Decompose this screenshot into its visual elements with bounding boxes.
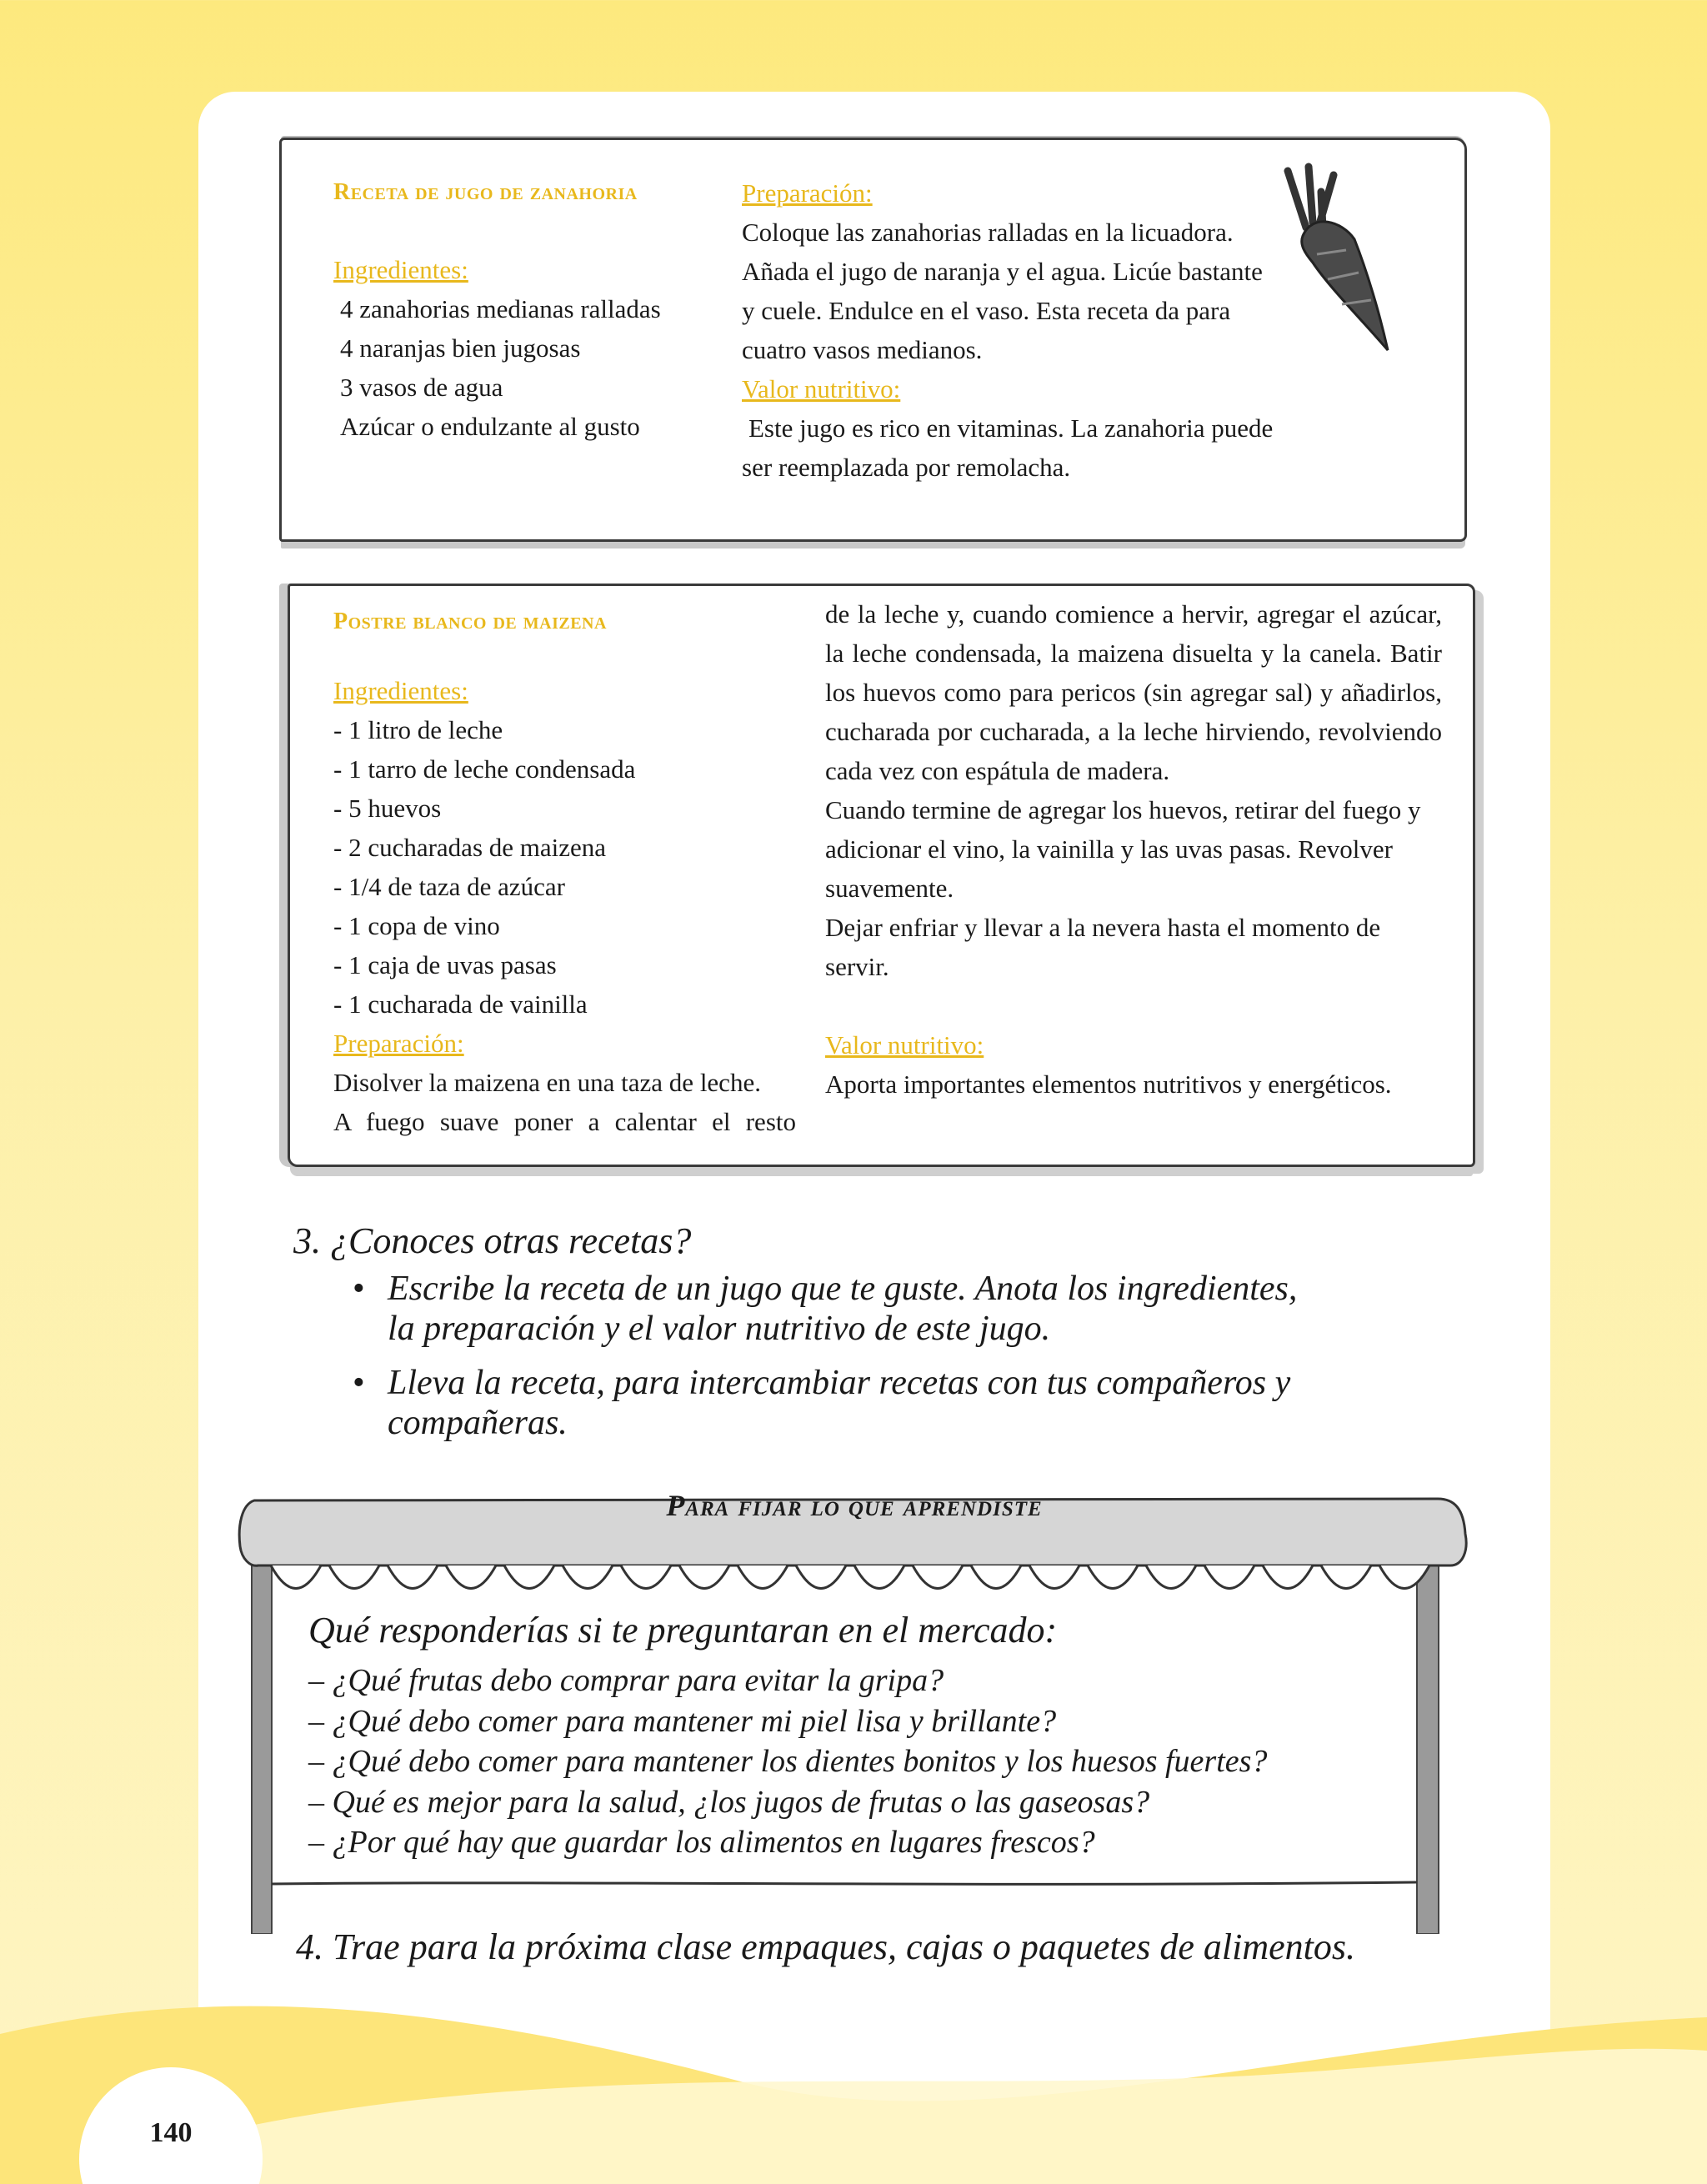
stall-title: Para fijar lo que aprendiste	[666, 1489, 1043, 1522]
bullet-line: compañeras.	[388, 1404, 568, 1442]
ingredient-item: - 1/4 de taza de azúcar	[333, 872, 565, 901]
page-number: 140	[149, 2117, 193, 2148]
preparation-line: Añada el jugo de naranja y el agua. Licúe bastante	[742, 257, 1263, 286]
recipe-title: Postre blanco de maizena	[333, 609, 607, 634]
ingredient-item: - 1 copa de vino	[333, 911, 500, 940]
bullet-icon: •	[353, 1270, 365, 1308]
stall-question-item: – ¿Qué debo comer para mantener mi piel lisa y brillante?	[308, 1703, 1057, 1739]
ingredient-item: - 1 tarro de leche condensada	[333, 754, 636, 784]
question-3-bullet-1	[353, 1269, 1298, 1349]
recipe-title: Receta de jugo de zanahoria	[333, 179, 638, 205]
question-3-bullet-2	[353, 1363, 1291, 1443]
bullet-line: la preparación y el valor nutritivo de este jugo.	[388, 1310, 1051, 1348]
preparation-line: y cuele. Endulce en el vaso. Esta receta da para	[742, 296, 1231, 325]
ingredient-item: Azúcar o endulzante al gusto	[340, 412, 640, 441]
recipe2-preparation-continued	[825, 594, 1442, 1104]
ingredient-item: - 2 cucharadas de maizena	[333, 833, 607, 862]
bullet-icon: •	[353, 1364, 365, 1402]
carrot-icon	[1263, 163, 1400, 358]
preparation-line: Coloque las zanahorias ralladas en la licuadora.	[742, 218, 1234, 247]
preparation-line: A fuego suave poner a calentar el resto	[333, 1107, 796, 1136]
ingredient-item: 4 naranjas bien jugosas	[340, 333, 581, 363]
recipe1-preparation	[742, 173, 1342, 487]
stall-question-item: – Qué es mejor para la salud, ¿los jugos de frutas o las gaseosas?	[308, 1784, 1150, 1820]
preparation-paragraph: Dejar enfriar y llevar a la nevera hasta el momento de servir.	[825, 913, 1381, 981]
ingredient-item: - 1 caja de uvas pasas	[333, 950, 557, 979]
stall-question-item: – ¿Qué debo comer para mantener los dientes bonitos y los huesos fuertes?	[308, 1744, 1268, 1779]
stall-question-item: – ¿Qué frutas debo comprar para evitar la gripa?	[308, 1663, 944, 1698]
nutrition-label: Valor nutritivo:	[825, 1030, 984, 1059]
ingredient-item: - 1 litro de leche	[333, 715, 503, 744]
ingredient-item: 3 vasos de agua	[340, 373, 503, 402]
bullet-line: Lleva la receta, para intercambiar recetas con tus compañeros y	[388, 1364, 1291, 1402]
ingredients-label: Ingredientes:	[333, 676, 468, 705]
preparation-label: Preparación:	[333, 1029, 464, 1058]
recipe2-ingredients	[333, 671, 800, 1141]
recipe1-ingredients	[333, 250, 725, 446]
nutrition-line: ser reemplazada por remolacha.	[742, 453, 1071, 482]
question-4: 4. Trae para la próxima clase empaques, cajas o paquetes de alimentos.	[296, 1926, 1355, 1967]
bullet-line: Escribe la receta de un jugo que te guste. Anota los ingredientes,	[388, 1270, 1298, 1308]
question-3-title: 3. ¿Conoces otras recetas?	[293, 1220, 692, 1261]
preparation-label: Preparación:	[742, 178, 873, 208]
preparation-paragraph: Cuando termine de agregar los huevos, retirar del fuego y adicionar el vino, la vainilla y las uvas pasas. Revolver suavemente.	[825, 795, 1421, 903]
preparation-line: Disolver la maizena en una taza de leche.	[333, 1068, 761, 1097]
ingredient-item: 4 zanahorias medianas ralladas	[340, 294, 661, 323]
stall-question-item: – ¿Por qué hay que guardar los alimentos en lugares frescos?	[308, 1825, 1095, 1860]
preparation-line: cuatro vasos medianos.	[742, 335, 983, 364]
stall-heading: Qué responderías si te preguntaran en el mercado:	[308, 1610, 1058, 1651]
preparation-paragraph: de la leche y, cuando comience a hervir, agregar el azúcar, la leche condensada, la maizena disuelta y la canela. Batir los huevos como para pericos (sin agregar sal) y añadirlos, cucharada por cucharada, a la leche hirviendo, revolviendo cada vez con espátula de madera.	[825, 599, 1442, 785]
ingredient-item: - 1 cucharada de vainilla	[333, 989, 588, 1019]
stall-questions	[308, 1661, 1267, 1863]
nutrition-text: Aporta importantes elementos nutritivos y energéticos.	[825, 1069, 1392, 1099]
nutrition-label: Valor nutritivo:	[742, 374, 901, 403]
nutrition-line: Este jugo es rico en vitaminas. La zanahoria puede	[748, 413, 1274, 443]
ingredients-label: Ingredientes:	[333, 255, 468, 284]
ingredient-item: - 5 huevos	[333, 794, 442, 823]
